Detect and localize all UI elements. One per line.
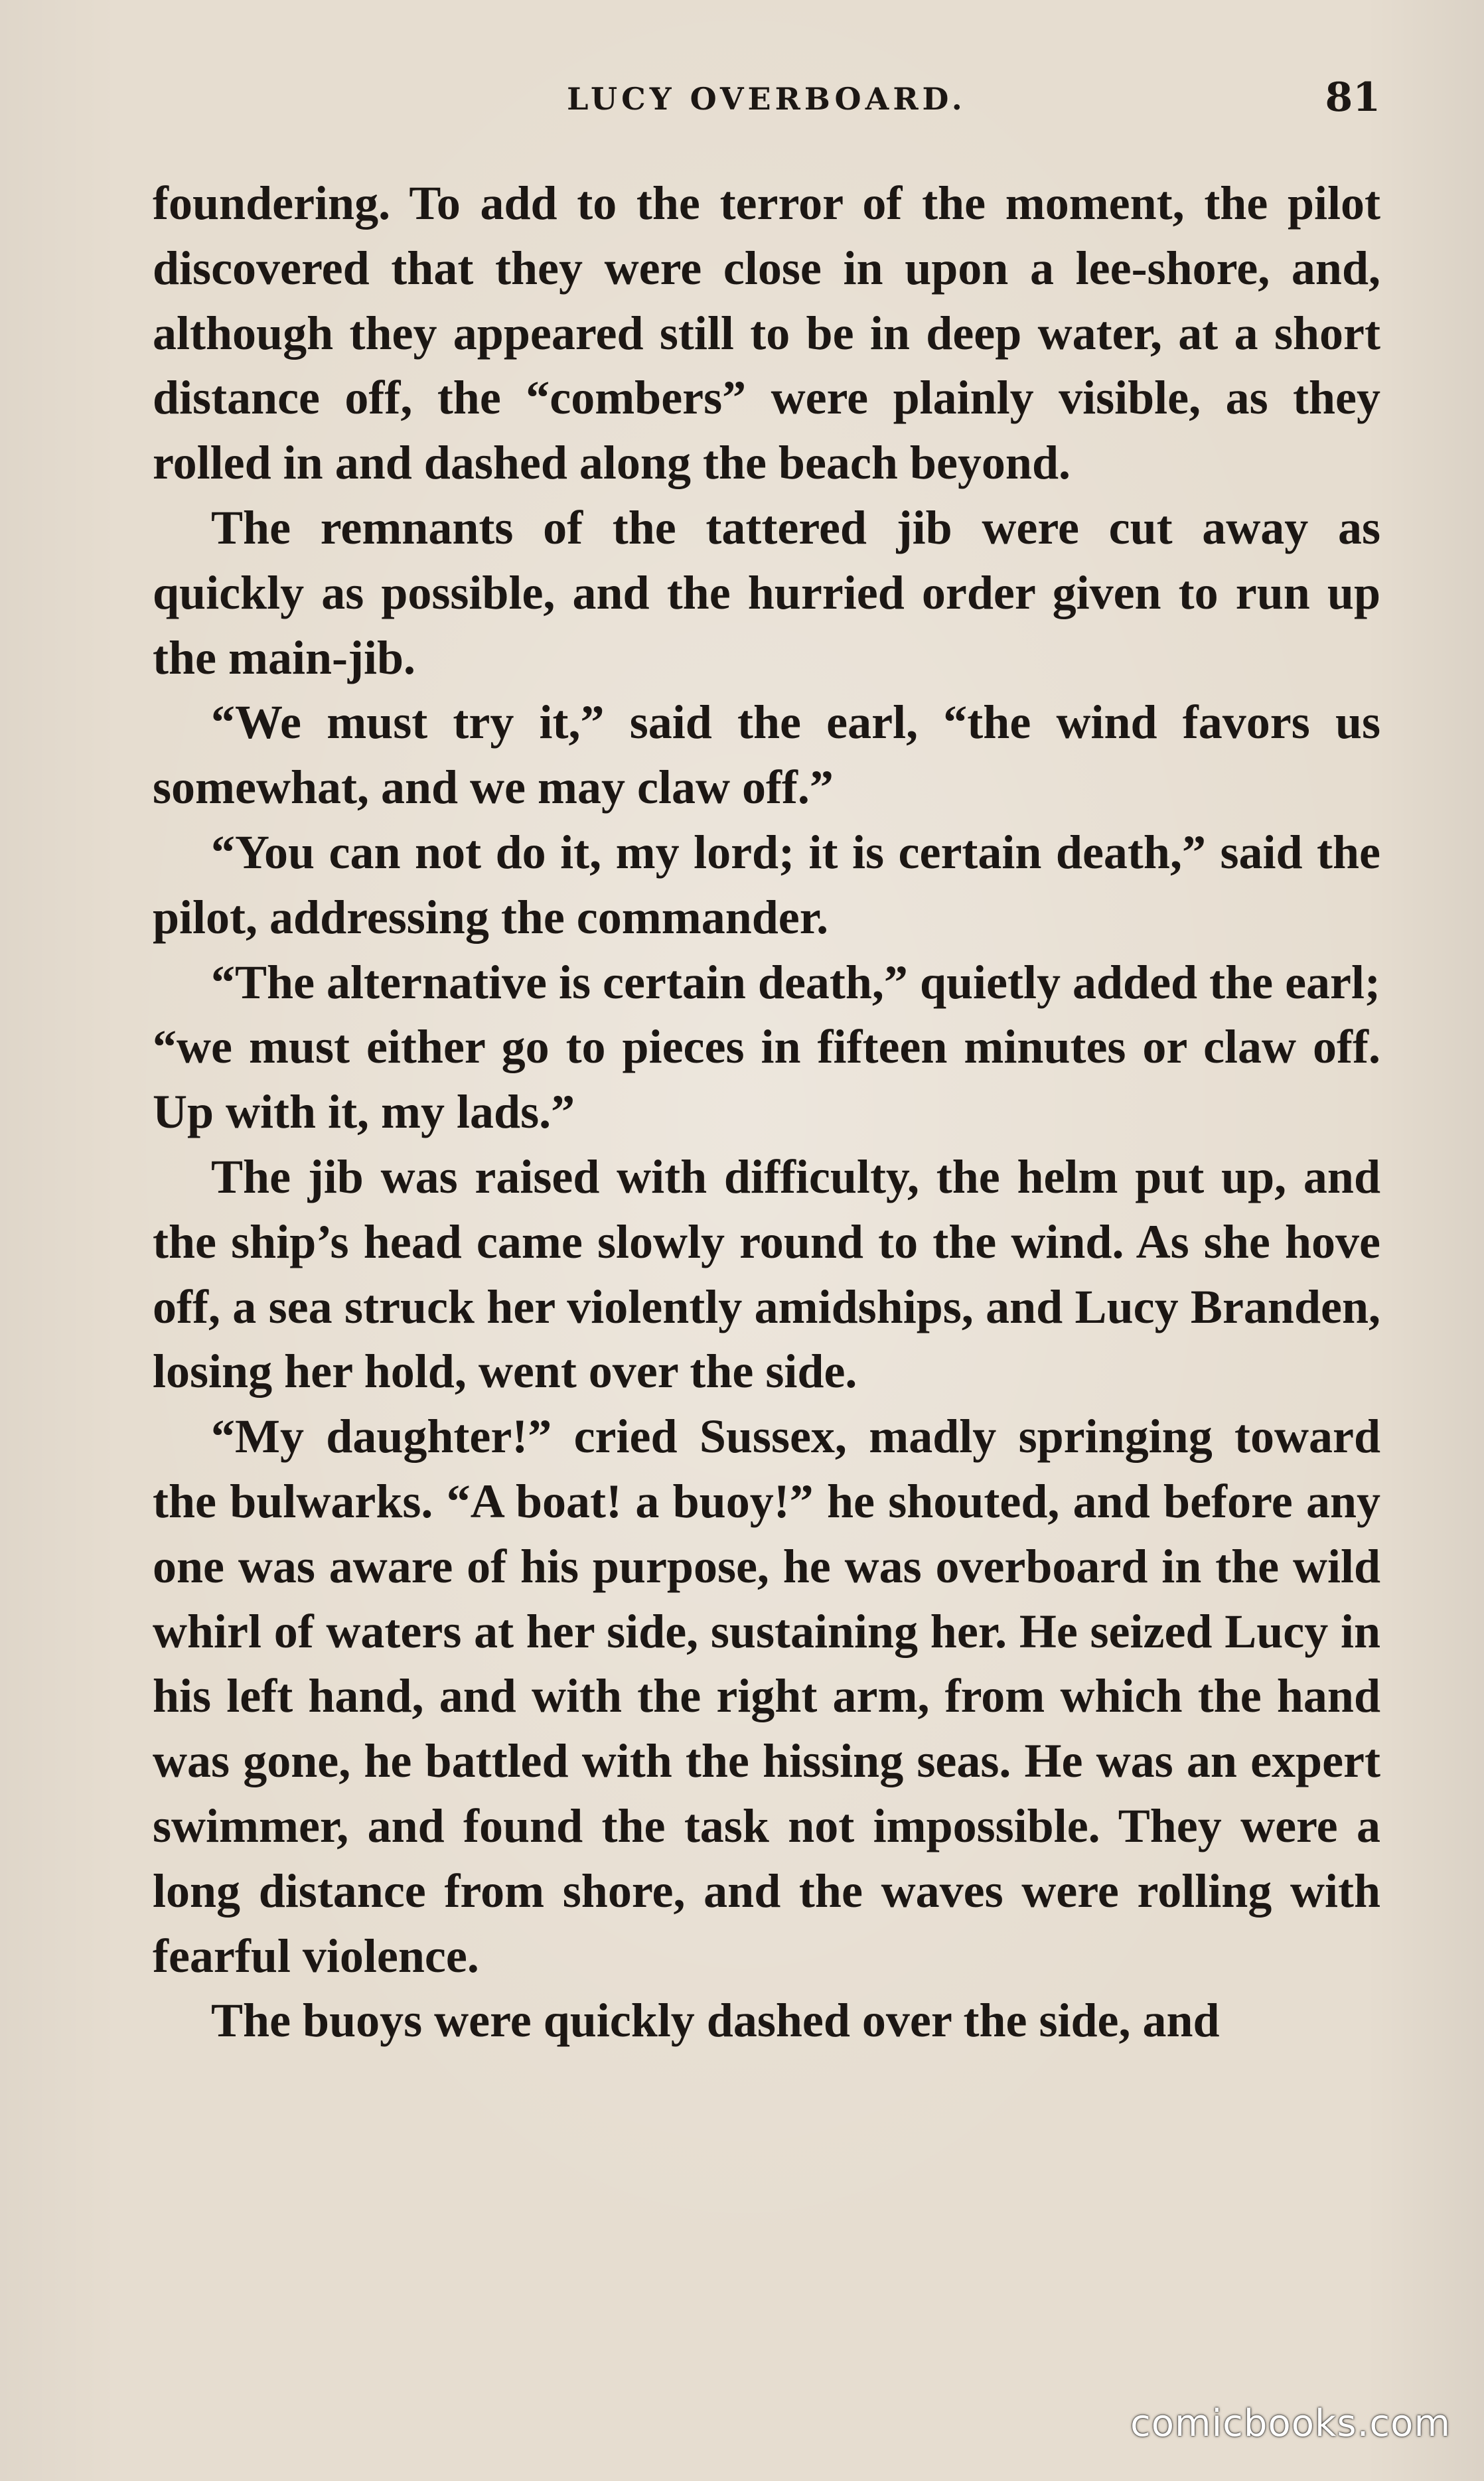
page-header xyxy=(153,74,1380,127)
paragraph: foundering. To add to the terror of the moment, the pilot discovered that they were close in upon a lee-shore, and, although they appeared still to be in deep water, at a short distance off, the “combers” were plainly visible, as they rolled in and dashed along the beach beyond. xyxy=(153,177,1380,490)
paragraph: The remnants of the tattered jib were cut away as quickly as possible, and the hurried order given to run up the main-jib. xyxy=(153,500,1380,684)
watermark: comicbooks.com xyxy=(1130,2402,1451,2445)
paragraph: “My daughter!” cried Sussex, madly springing toward the bulwarks. “A boat! a buoy!” he shouted, and before any one was aware of his purpose, he was overboard in the wild whirl of waters at her side, sustaining her. He seized Lucy in his left hand, and with the right arm, from which the hand was gone, he battled with the hissing seas. He was an expert swimmer, and found the task not impossible. They were a long distance from shore, and the waves were rolling with fearful violence. xyxy=(153,1410,1380,1983)
body-text xyxy=(153,171,1380,2054)
paragraph: “You can not do it, my lord; it is certain death,” said the pilot, addressing the commander. xyxy=(153,825,1380,944)
running-head: LUCY OVERBOARD. xyxy=(567,81,966,117)
paragraph: “The alternative is certain death,” quietly added the earl; “we must either go to pieces in fifteen minutes or claw off. Up with it, my lads.” xyxy=(153,955,1380,1139)
paragraph: The buoys were quickly dashed over the side, and xyxy=(211,1994,1220,2048)
paragraph: The jib was raised with difficulty, the helm put up, and the ship’s head came slowly round to the wind. As she hove off, a sea struck her violently amidships, and Lucy Branden, losing her hold, went over the side. xyxy=(153,1150,1380,1398)
paragraph: “We must try it,” said the earl, “the wind favors us somewhat, and we may claw off.” xyxy=(153,696,1380,814)
page-number: 81 xyxy=(1325,74,1380,121)
